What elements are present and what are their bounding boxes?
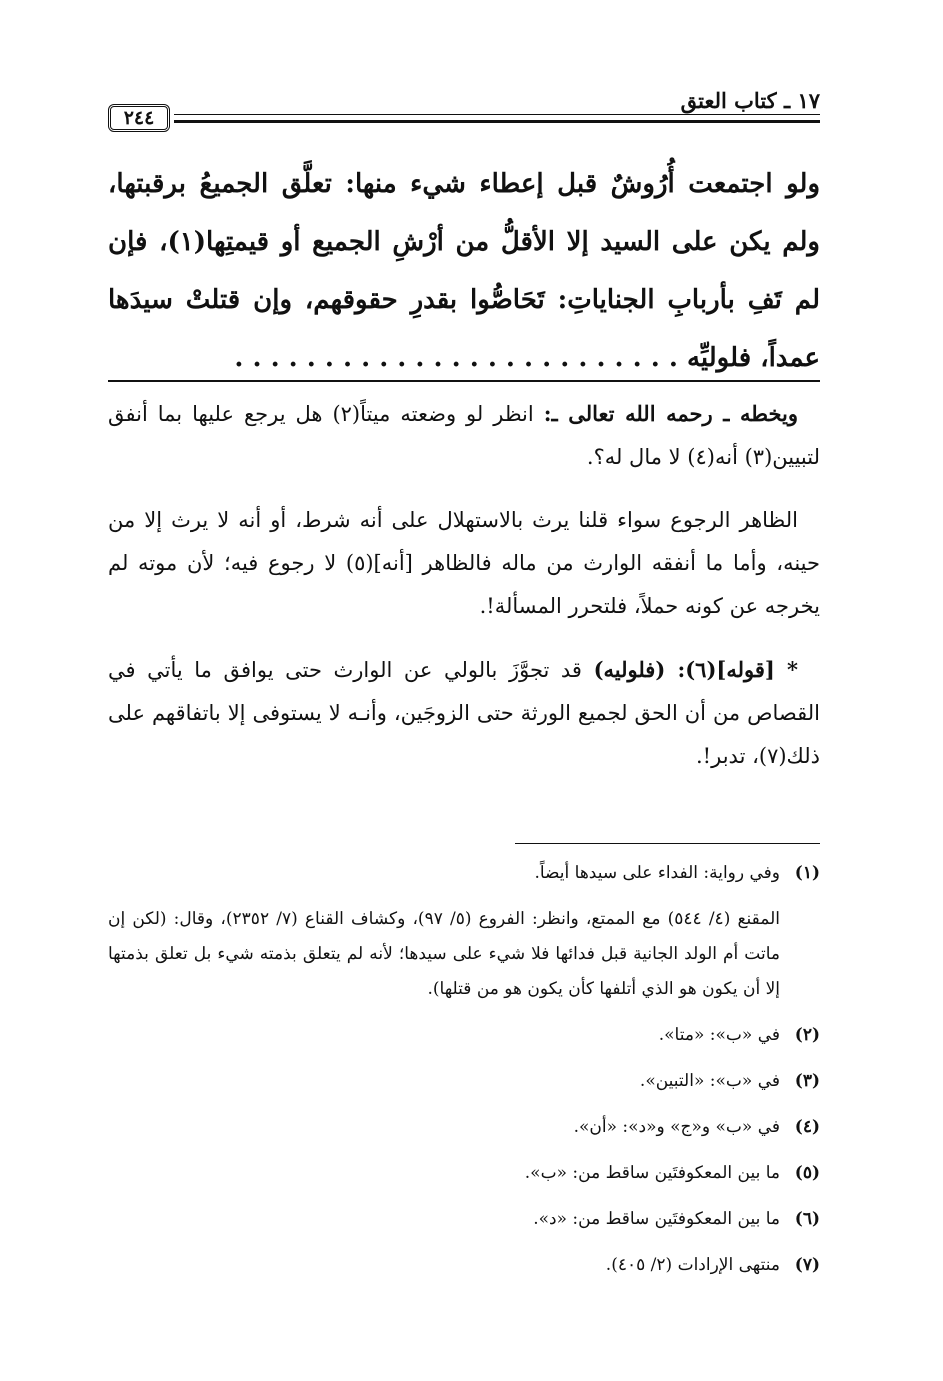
footnote-separator (515, 843, 820, 844)
footnote-4 (108, 1110, 820, 1145)
footnote-text: وفي رواية: الفداء على سيدها أيضاً. (534, 863, 780, 883)
header-rule-thick (174, 120, 820, 123)
footnote-number: (٥) (794, 1163, 820, 1183)
footnotes (108, 856, 820, 1294)
page-header (108, 82, 820, 132)
footnote-text: ما بين المعكوفتَين ساقط من: «د». (533, 1209, 780, 1229)
header-rule-thin (174, 114, 820, 115)
matn-separator (108, 380, 820, 382)
footnote-number: (٣) (794, 1071, 820, 1091)
footnote-text: في «ب»: «التبين». (639, 1071, 780, 1091)
footnote-text: منتهى الإرادات (٢/ ٤٠٥). (605, 1255, 780, 1275)
matn-paragraph: ولو اجتمعت أُرُوشٌ قبل إعطاء شيء منها: تعلَّق الجميعُ برقبتها، ولم يكن على السيد إلا الأقلُّ من أرْشِ الجميع أو قيمتِها(١)، فإن لم تَفِ بأربابِ الجناياتِ: تَحَاصُّوا بقدرِ حقوقهم، وإن قتلتْ سيدَها عمداً، فلوليِّه . . . . . . . . . . . . . . . . . . . . . . . . . (108, 169, 820, 373)
commentary-paragraph-2: الظاهر الرجوع سواء قلنا يرث بالاستهلال على أنه شرط، أو أنه لا يرث إلا من حينه، وأما ما أنفقه الوارث من ماله فالظاهر [أنه](٥) لا رجوع فيه؛ لأن موته لم يخرجه عن كونه حملاً، فلتحرر المسألة!. (108, 508, 820, 618)
footnote-1 (108, 856, 820, 891)
footnote-number: (٧) (794, 1255, 820, 1275)
footnote-number: (٤) (794, 1117, 820, 1137)
footnote-2 (108, 1018, 820, 1053)
chapter-title: ١٧ ـ كتاب العتق (680, 88, 820, 113)
commentary-text-1: انظر لو وضعته ميتاً(٢) هل يرجع عليها بما أنفق لتبيين(٣) أنه(٤) لا مال له؟. (108, 402, 820, 469)
commentary-lead-1: ويخطه ـ رحمه الله تعالى ـ: (543, 401, 798, 426)
footnote-text: في «ب» و«ج» و«د»: «أن». (573, 1117, 780, 1137)
footnote-number: (٢) (794, 1025, 820, 1045)
footnote-number: (٦) (794, 1209, 820, 1229)
page-number: ٢٤٤ (108, 104, 170, 132)
footnote-text: ما بين المعكوفتَين ساقط من: «ب». (524, 1163, 780, 1183)
footnote-3 (108, 1064, 820, 1099)
commentary-paragraph-3 (108, 648, 820, 778)
footnote-7 (108, 1248, 820, 1283)
footnote-1-continuation: المقنع (٤/ ٥٤٤) مع الممتع، وانظر: الفروع (٥/ ٩٧)، وكشاف القناع (٧/ ٢٣٥٢)، وقال: (لكن إن ماتت أم الولد الجانية قبل فدائها فلا شيء على سيدها؛ لأنه لم يتعلق بذمته شيء بل تعلق بذمتها إلا أن يكون هو الذي أتلفها كأن يكون هو من قتلها). (108, 909, 780, 999)
commentary (108, 392, 820, 798)
footnote-text: في «ب»: «متا». (658, 1025, 780, 1045)
commentary-text-3: قد تجوَّزَ بالولي عن الوارث حتى يوافق ما يأتي في القصاص من أن الحق لجميع الورثة حتى الزوجَين، وأنـه لا يستوفى إلا باتفاقهم على ذلك(٧)، تدبر!. (108, 658, 820, 768)
main-text (108, 155, 820, 387)
commentary-lead-3: * [قوله](٦): (فلوليه) (593, 657, 798, 682)
footnote-number: (١) (794, 863, 820, 883)
footnote-6 (108, 1202, 820, 1237)
footnote-5 (108, 1156, 820, 1191)
commentary-paragraph-1 (108, 392, 820, 479)
